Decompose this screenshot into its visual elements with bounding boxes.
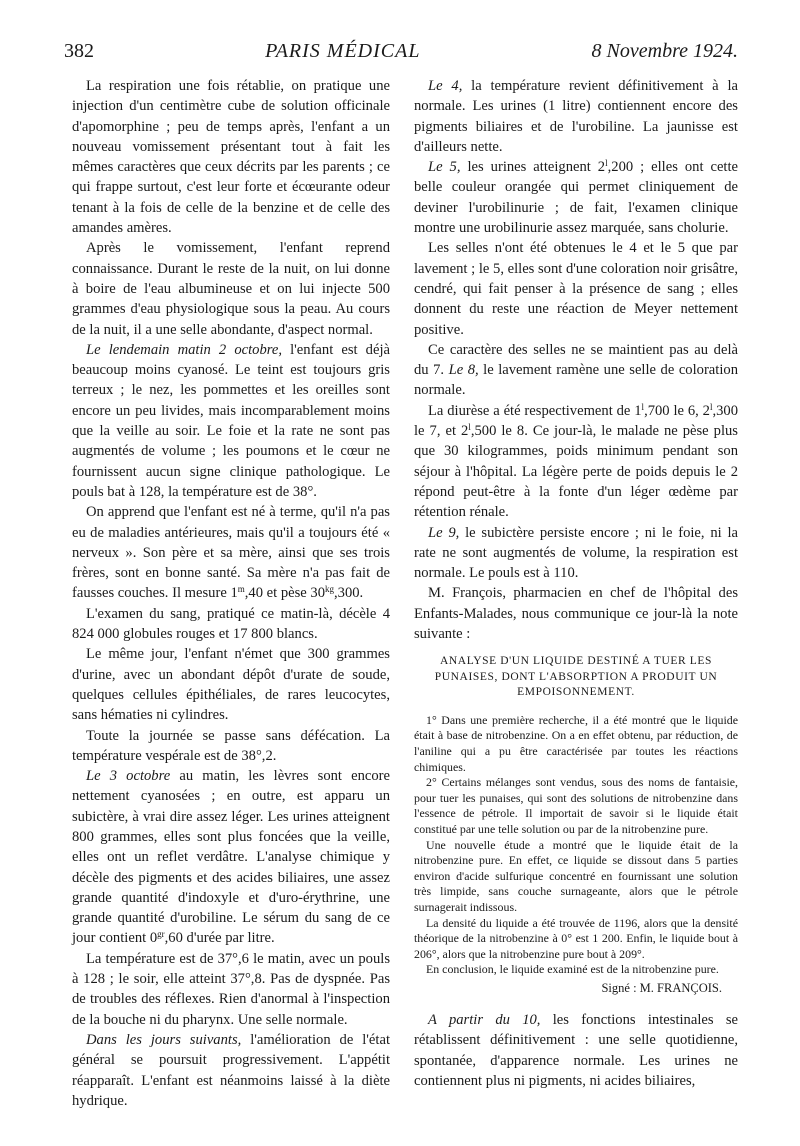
paragraph: Le 9, le subictère persiste encore ; ni le foie, ni la rate ne sont augmentés de volume, la respiration est normale. Le pouls est à 110. [414,524,738,582]
date-heading: Le 5, [428,159,461,176]
paragraph: Ce caractère des selles ne se maintient pas au delà du 7. Le 8, le lavement ramène une selle de coloration normale. [414,341,738,399]
paragraph: Le 4, la température revient définitivement à la normale. Les urines (1 litre) contiennent encore des pigments biliaires et de l'urobiline. La jaunisse est d'ailleurs nette. [414,78,738,155]
page-header [64,40,738,70]
date-heading: Le 3 octobre [86,768,171,785]
paragraph: Après le vomissement, l'enfant reprend connaissance. Durant le reste de la nuit, on lui donne à boire de l'eau albumineuse et on lui injecte 500 grammes d'eau physiologique sous la peau. Au cours de la nuit, il a une selle abondante, d'aspect normal. [72,240,390,338]
note-paragraph: 1° Dans une première recherche, il a été montré que le liquide était à base de nitrobenzine. On a en effet obtenu, par réduction, de l'aniline qui a pu être caractérisée par toutes les réactions chimiques. [414,712,738,774]
date-heading: Le 8, [448,362,479,379]
date-heading: Le lendemain matin 2 octobre, [86,341,283,358]
paragraph: M. François, pharmacien en chef de l'hôpital des Enfants-Malades, nous communique ce jour-là la note suivante : [414,585,738,643]
note-paragraph: En conclusion, le liquide examiné est de la nitrobenzine pure. [426,962,719,977]
note-title: ANALYSE D'UN LIQUIDE DESTINÉ A TUER LES PUNAISES, DONT L'ABSORPTION A PRODUIT UN EMPOISONNEMENT. [434,655,718,699]
paragraph: Le lendemain matin 2 octobre, l'enfant est déjà beaucoup moins cyanosé. Le teint est toujours gris terreux ; le nez, les pommettes et les oreilles sont encore un peu livides, mais incomparablement moins que la veille au soir. Le foie et la rate ne sont pas augmentés de volume ; les poumons et le cœur ne fournissent aucun signe clinique pathologique. Le pouls bat à 128, la température est de 38°. [72,341,390,500]
paragraph: Le 3 octobre au matin, les lèvres sont encore nettement cyanosées ; en outre, est apparu un subictère, à vrai dire assez léger. Les urines atteignent 800 grammes, elles sont plus foncées que la veille, elles ont un reflet verdâtre. L'analyse chimique y décèle des pigments et des acides biliaires, une assez grande quantité d'indoxyle et d'uro-érythrine, une grande quantité d'urobiline. Le sérum du sang de ce jour contient $0^{gr},60$ d'urée par litre. [72,768,390,947]
paragraph: Le même jour, l'enfant n'émet que 300 grammes d'urine, avec un abondant dépôt d'urate de soude, quelques cellules épithéliales, de rares leucocytes, sans hématies ni cylindres. [72,646,390,724]
paragraph: Dans les jours suivants, l'amélioration de l'état général se poursuit progressivement. L'appétit réapparaît. L'enfant est néanmoins laissé à la diète hydrique. [72,1031,390,1109]
paragraph: La température est de 37°,6 le matin, avec un pouls à 128 ; le soir, elle atteint 37°,8. Pas de dyspnée. Pas de troubles des réflexes. Rien d'anormal à l'inspection de la bouche ni du pharynx. Une selle normale. [72,950,390,1028]
date-heading: Le 9, [428,524,460,541]
paragraph: La respiration une fois rétablie, on pratique une injection d'un centimètre cube de solution officinale d'apomorphine ; peu de temps après, l'enfant a un nouveau vomissement présentant tout à fait les mêmes caractères que ceux décrits par les parents ; ce qui frappe surtout, c'est leur forte et écœurante odeur tenant à la fois de celle de la benzine et de celle des amandes amères. [72,78,390,237]
paragraph: L'examen du sang, pratiqué ce matin-là, décèle 4 824 000 globules rouges et 17 800 blancs. [72,605,390,643]
paragraph: A partir du 10, les fonctions intestinales se rétablissent définitivement : une selle quotidienne, spontanée, d'apparence normale. Les urines ne contiennent plus ni pigments, ni acides biliaires, [414,1011,738,1089]
date-heading: Dans les jours suivants, [86,1031,242,1048]
paragraph: On apprend que l'enfant est né à terme, qu'il n'a pas eu de maladies antérieures, mais qu'il a toujours été « nerveux ». Son père et sa mère, ainsi que ses trois frères, sont en bonne santé. Sa mère n'a pas fait de fausses couches. Il mesure 1$^m$,40 et pèse $30^{kg},300$. [72,504,390,602]
date-heading: A partir du 10, [428,1011,541,1028]
paragraph: La diurèse a été respectivement de 1$^l$,700 le 6, 2$^l$,300 le 7, et 2$^l$,500 le 8. Ce jour-là, le malade ne pèse plus que 30 kilogrammes, poids minimum pendant son séjour à l'hôpital. La légère perte de poids depuis le 2 répond peut-être à la fonte d'un léger œdème par rétention rénale. [414,401,738,521]
note-signature: Signé : M. FRANÇOIS. [601,980,722,995]
paragraph: Les selles n'ont été obtenues le 4 et le 5 que par lavement ; le 5, elles sont d'une coloration noir grisâtre, cendré, qui fait penser à la présence de sang ; elles donnent du reste une réaction de Meyer nettement positive. [414,240,739,338]
paragraph: Toute la journée se passe sans défécation. La température vespérale est de 38°,2. [72,727,390,764]
date-heading: Le 4, [428,78,463,94]
journal-title: PARIS MÉDICAL [265,40,421,62]
left-column [72,76,390,1111]
issue-date: 8 Novembre 1924. [591,40,738,62]
note-paragraph: 2° Certains mélanges sont vendus, sous des noms de fantaisie, pour tuer les punaises, qui sont des solutions de nitrobenzine dans l'essence de pétrole. Il importait de savoir si le liquide était constitué par une telle solution ou par de la nitrobenzine pure. [414,775,738,836]
note-paragraph: La densité du liquide a été trouvée de 1196, alors que la densité théorique de la nitrobenzine à 0° est 1 200. Enfin, le liquide bout à 206°, alors que la nitrobenzine pure bout à 209°. [414,915,738,961]
right-column [414,76,738,1091]
paragraph: Le 5, les urines atteignent 2$^l$,200 ; elles ont cette belle couleur orangée qui permet cliniquement de deviner l'urobilinurie ; de fait, l'examen clinique montre une urobilinurie assez marquée, sans cholurie. [414,158,739,237]
note-paragraph: Une nouvelle étude a montré que le liquide était de la nitrobenzine pure. En effet, ce liquide se dissout dans 5 parties environ d'acide sulfurique concentré en fournissant une solution très limpide, sans couche surnageante, alors que le pétrole surnagerait indissous. [414,837,738,914]
page-number: 382 [64,40,94,62]
